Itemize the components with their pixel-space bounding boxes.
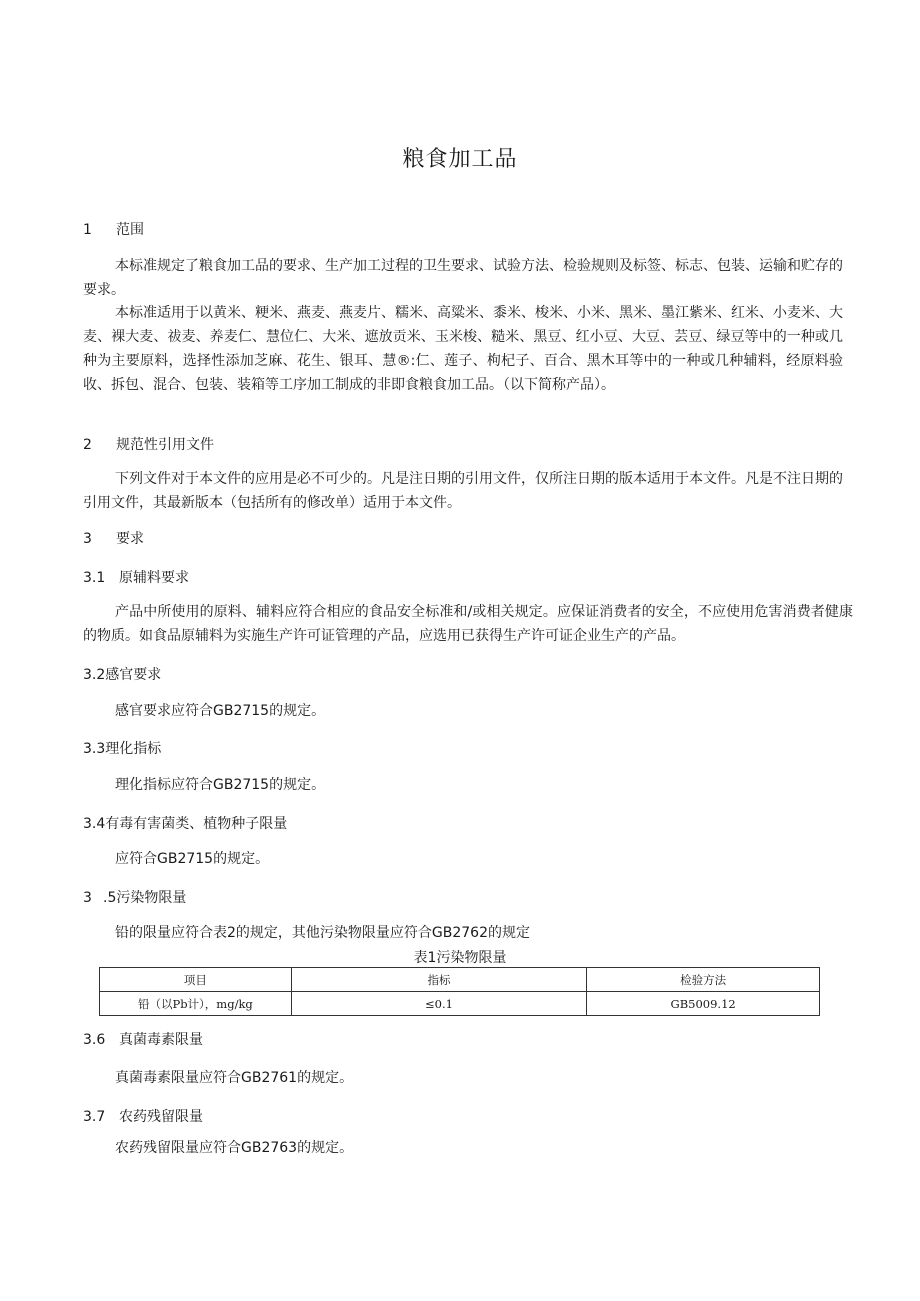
section-number: 3 xyxy=(83,531,92,547)
section-1-heading xyxy=(83,220,144,240)
section-title: .5污染物限量 xyxy=(103,890,187,906)
section-number: 1 xyxy=(83,222,92,238)
table-header-method: 检验方法 xyxy=(587,968,820,992)
section-title: 要求 xyxy=(116,531,144,547)
section-number: 3 xyxy=(83,890,92,906)
table-header-row xyxy=(100,968,820,992)
table-header-item: 项目 xyxy=(100,968,292,992)
section-2-heading xyxy=(83,435,214,455)
section-3-heading xyxy=(83,529,144,549)
section-3-1-paragraph: 产品中所使用的原料、辅料应符合相应的食品安全标准和/或相关规定。应保证消费者的安全，不应使用危害消费者健康的物质。如食品原辅料为实施生产许可证管理的产品，应选用已获得生产许可证企业生产的产品。 xyxy=(83,604,853,644)
section-title: 真菌毒素限量 xyxy=(119,1032,203,1048)
section-3-5-heading xyxy=(83,888,186,908)
table-cell-limit: ≤0.1 xyxy=(291,992,587,1016)
section-3-2-heading: 3.2感官要求 xyxy=(83,667,162,683)
section-number: 3.6 xyxy=(83,1032,106,1048)
table-caption: 表1污染物限量 xyxy=(413,950,507,966)
document-title: 粮食加工品 xyxy=(402,147,518,172)
section-title: 规范性引用文件 xyxy=(116,437,214,453)
section-3-4-heading: 3.4有毒有害菌类、植物种子限量 xyxy=(83,816,288,832)
section-number: 3.1 xyxy=(83,570,106,586)
section-number: 2 xyxy=(83,437,92,453)
section-3-7-heading xyxy=(83,1107,203,1127)
section-3-4-paragraph: 应符合GB2715的规定。 xyxy=(115,851,270,867)
section-3-3-heading: 3.3理化指标 xyxy=(83,741,162,757)
contaminant-limits-table xyxy=(99,967,820,1016)
section-1-paragraph-2: 本标准适用于以黄米、粳米、燕麦、燕麦片、糯米、高粱米、黍米、梭米、小米、黑米、墨江紫米、红米、小麦米、大麦、裸大麦、祓麦、养麦仁、慧位仁、大米、遮放贡米、玉米梭、糙米、黑豆、红小豆、大豆、芸豆、绿豆等中的一种或几种为主要原料，选择性添加芝麻、花生、银耳、慧®:仁、莲子、枸杞子、百合、黑木耳等中的一种或几种辅料，经原料验收、拆包、混合、包装、装箱等工序加工制成的非即食粮食加工品。（以下简称产品）。 xyxy=(83,305,843,393)
table-header-limit: 指标 xyxy=(291,968,587,992)
table-cell-method: GB5009.12 xyxy=(587,992,820,1016)
section-3-3-paragraph: 理化指标应符合GB2715的规定。 xyxy=(115,777,326,793)
table-cell-item: 铅（以Pb计），mg/kg xyxy=(100,992,292,1016)
section-3-6-paragraph: 真菌毒素限量应符合GB2761的规定。 xyxy=(115,1070,354,1086)
section-3-7-paragraph: 农药残留限量应符合GB2763的规定。 xyxy=(115,1140,354,1156)
section-title: 范围 xyxy=(116,222,144,238)
section-1-paragraph-1: 本标准规定了粮食加工品的要求、生产加工过程的卫生要求、试验方法、检验规则及标签、标志、包装、运输和贮存的要求。 xyxy=(83,258,843,298)
section-title: 原辅料要求 xyxy=(119,570,189,586)
section-title: 农药残留限量 xyxy=(119,1109,203,1125)
section-3-6-heading xyxy=(83,1030,203,1050)
table-row xyxy=(100,992,820,1016)
section-number: 3.7 xyxy=(83,1109,106,1125)
section-2-paragraph-1: 下列文件对于本文件的应用是必不可少的。凡是注日期的引用文件，仅所注日期的版本适用于本文件。凡是不注日期的引用文件，其最新版本（包括所有的修改单）适用于本文件。 xyxy=(83,471,843,511)
section-3-1-heading xyxy=(83,568,189,588)
section-3-2-paragraph: 感官要求应符合GB2715的规定。 xyxy=(115,703,326,719)
section-3-5-paragraph: 铅的限量应符合表2的规定，其他污染物限量应符合GB2762的规定 xyxy=(115,925,530,941)
